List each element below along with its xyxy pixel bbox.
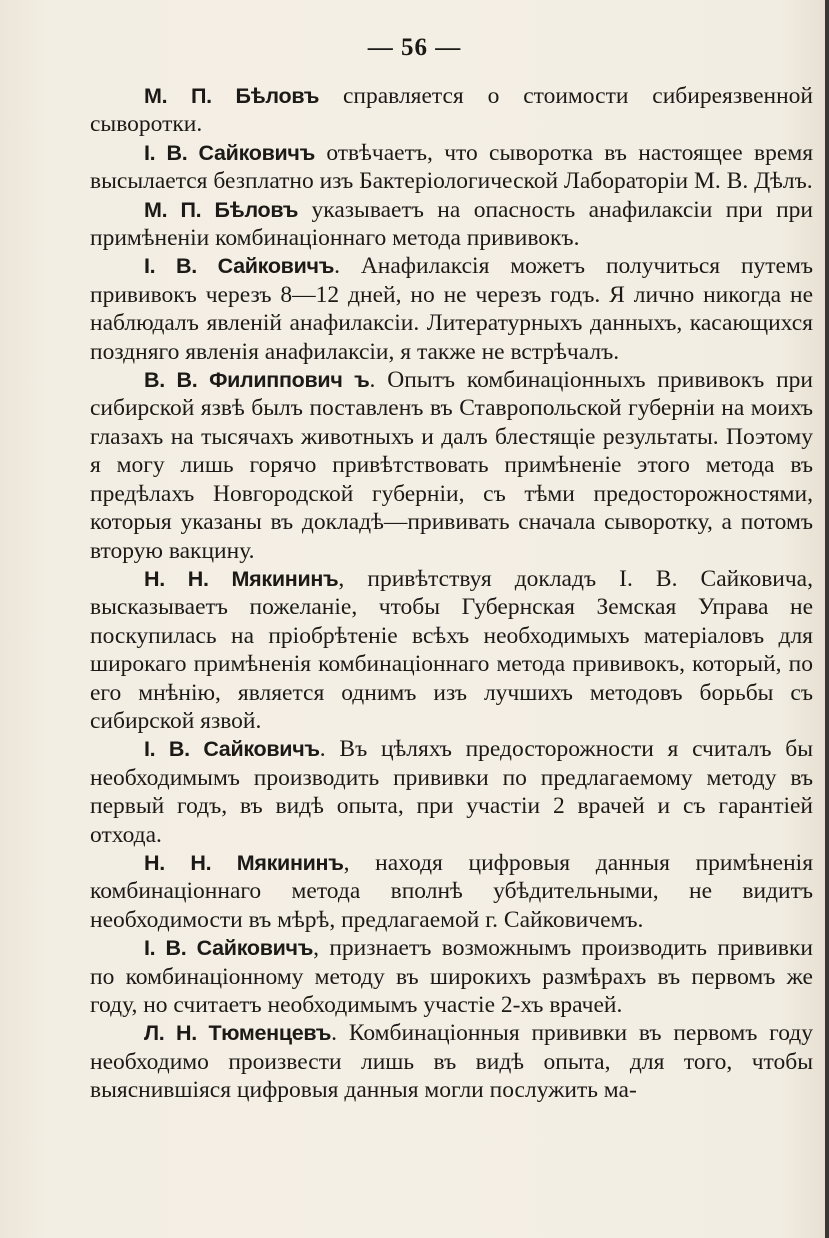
paragraph-text: . Опытъ комбинаціонныхъ прививокъ при сибирской язвѣ былъ поставленъ въ Ставропольской губерніи на моихъ глазахъ на тысячахъ животныхъ и далъ блестящіе результаты. Поэтому я могу лишь горячо привѣтствовать примѣненіе этого метода въ предѣлахъ Новгородской губерніи, съ тѣми предосторожностями, которыя указаны въ докладѣ—прививать сначала сыворотку, а потомъ вторую вакцину. [90, 367, 813, 564]
paragraph [90, 139, 813, 196]
paragraph [90, 735, 813, 849]
paragraph-text: , привѣтствуя докладъ I. В. Сайковича, высказываетъ пожеланіе, чтобы Губернская Земская Управа не поскупилась на пріобрѣтеніе всѣхъ необходимыхъ матеріаловъ для широкаго примѣненія комбинаціоннаго метода прививокъ, который, по его мнѣнію, является однимъ изъ лучшихъ методовъ борьбы съ сибирской язвой. [90, 565, 813, 734]
speaker-name: М. П. Бѣловъ [144, 84, 320, 108]
document-body [90, 82, 813, 1105]
speaker-name: I. В. Сайковичъ [144, 737, 320, 762]
paragraph [90, 196, 813, 253]
page-number: — 56 — [367, 34, 462, 61]
speaker-name: В. В. Филиппович ъ [144, 368, 370, 393]
speaker-name: Н. Н. Мякининъ [144, 850, 344, 875]
speaker-name: I. В. Сайковичъ [144, 936, 314, 961]
paragraph-text: справляется о стоимости сибиреязвенной сыворотки. [90, 83, 813, 138]
paragraph [90, 849, 813, 934]
paragraph [90, 1019, 813, 1104]
speaker-name: М. П. Бѣловъ [144, 197, 299, 222]
page-edge-shadow [825, 0, 829, 1238]
speaker-name: Л. Н. Тюменцевъ [144, 1021, 332, 1046]
paragraph [90, 82, 813, 139]
paragraph-text: . Анафилаксія можетъ получиться путемъ прививокъ черезъ 8—12 дней, но не черезъ годъ. Я лично никогда не наблюдалъ явленій анафилаксіи. Литературныхъ данныхъ, касающихся поздняго явленія анафилаксіи, я также не встрѣчалъ. [90, 253, 813, 365]
paragraph [90, 565, 813, 735]
paragraph-text: , признаетъ возможнымъ производить прививки по комбинаціонному методу въ широкихъ размѣрахъ въ первомъ же году, но считаетъ необходимымъ участіе 2-хъ врачей. [90, 935, 813, 1018]
paragraph-text: отвѣчаетъ, что сыворотка въ настоящее время высылается безплатно изъ Бактеріологической Лабораторіи М. В. Дѣлъ. [90, 139, 813, 195]
paragraph [90, 934, 813, 1019]
paragraph [90, 252, 813, 366]
speaker-name: I. В. Сайковичъ [144, 254, 335, 279]
speaker-name: Н. Н. Мякининъ [144, 566, 339, 591]
paragraph-text: . Комбинаціонныя прививки въ первомъ году необходимо произвести лишь въ видѣ опыта, для того, чтобы выяснившіяся цифровыя данныя могли послужить ма- [90, 1020, 814, 1104]
paragraph-text: . Въ цѣляхъ предосторожности я считалъ бы необходимымъ производить прививки по предлагаемому методу въ первый годъ, въ видѣ опыта, при участіи 2 врачей и съ гарантіей отхода. [90, 736, 814, 848]
paragraph [90, 366, 813, 565]
speaker-name: I. В. Сайковичъ [144, 140, 315, 165]
paragraph-text: указываетъ на опасность анафилаксіи при при примѣненіи комбинаціоннаго метода прививокъ. [90, 196, 813, 252]
paragraph-text: , находя цифровыя данныя примѣненія комбинаціоннаго метода вполнѣ убѣдительными, не видитъ необходимости въ мѣрѣ, предлагаемой г. Сайковичемъ. [90, 849, 814, 933]
